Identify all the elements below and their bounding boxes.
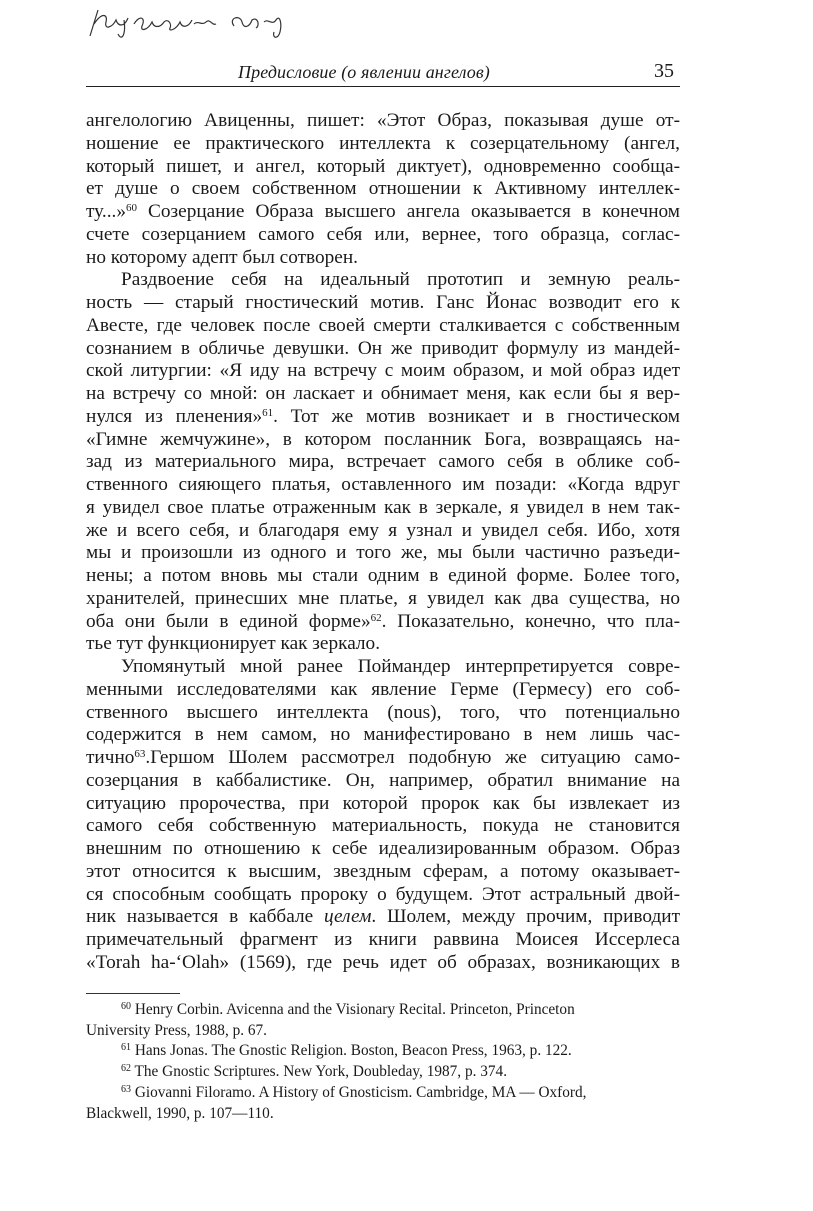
text-line: оба они были в единой форме»$^{62}$. Показательно, конечно, что пла- (86, 610, 680, 632)
text-line: ет душе о своем собственном отношении к Активному интеллек- (86, 178, 680, 200)
text-line: ту...»$^{60}$ Созерцание Образа высшего ангела оказывается в конечном (86, 201, 680, 222)
italic-term: целем (323, 906, 372, 928)
footnote-60: $^{60}$ Henry Corbin. Avicenna and the Visionary Recital. Princeton, Princeton (121, 1001, 575, 1018)
handwritten-note (82, 4, 312, 44)
text-line: ственного сияющего платья, оставленного им позади: «Когда вдруг (86, 474, 680, 495)
text-line: нены; а потом вновь мы стали одним в единой форме. Более того, (86, 565, 680, 586)
footnote-63: $^{63}$ Giovanni Filoramo. A History of Gnosticism. Cambridge, MA — Oxford, (121, 1083, 587, 1101)
text-line: который пишет, и ангел, который диктует), одновременно сообща- (86, 155, 680, 177)
text-line: ситуацию пророчества, при которой пророк как бы извлекает из (86, 792, 680, 814)
text-line: «Torah ha-‘Olah» (1569), где речь идет об образах, возникающих в (86, 951, 680, 973)
footnote-ref-63: 63 (134, 748, 146, 760)
footnote-divider (86, 993, 180, 994)
text-line: Раздвоение себя на идеальный прототип и земную реаль- (121, 269, 680, 291)
footnote-61: $^{61}$ Hans Jonas. The Gnostic Religion. Boston, Beacon Press, 1963, p. 122. (121, 1042, 572, 1060)
text-line: ангелологию Авиценны, пишет: «Этот Образ, показывая душе от- (86, 110, 680, 131)
text-line: хранителей, принесших мне платье, я увидел как два существа, но (86, 587, 680, 609)
text-line: ник называется в каббале целем. Шолем, между прочим, приводит (86, 906, 680, 928)
text-line: этот относится к высшим, звездным сферам, а потому оказывает- (86, 860, 680, 882)
text-line: ственного высшего интеллекта (nous), того, что потенциально (86, 701, 680, 723)
running-header-title: Предисловие (о явлении ангелов) (238, 62, 490, 82)
text-line: счете созерцанием самого себя или, вернее, того образца, соглас- (86, 223, 680, 245)
text-line: внешним по отношению к себе идеализированным образом. Образ (86, 838, 680, 859)
footnote-number: 60 (121, 1001, 131, 1012)
footnote-60-cont: University Press, 1988, p. 67. (86, 1021, 268, 1039)
text-line: самого себя собственную материальность, покуда не становится (86, 815, 680, 837)
text-line: ся способным сообщать пророку о будущем. Этот астральный двой- (86, 883, 680, 905)
footnote-number: 62 (121, 1063, 131, 1075)
running-header (86, 60, 680, 87)
text-line: сознанием в обличье девушки. Он же приводит формулу из мандей- (86, 337, 680, 359)
text-line: зад из материального мира, встречает самого себя в облике соб- (86, 451, 680, 473)
text-line: созерцания в каббалистике. Он, например, обратил внимание на (86, 769, 680, 791)
text-line: Упомянутый мной ранее Поймандер интерпретируется совре- (121, 656, 680, 677)
text-line: на встречу со мной: он ласкает и обнимает меня, как если бы я вер- (86, 383, 680, 404)
footnotes (86, 1000, 680, 1124)
text-line: примечательный фрагмент из книги раввина Моисея Иссерлеса (86, 929, 680, 950)
text-line: мы и произошли из одного и того же, мы были частично разъеди- (86, 542, 680, 564)
text-line: ношение ее практического интеллекта к созерцательному (ангел, (86, 132, 680, 154)
text-line: нулся из пленения»$^{61}$. Тот же мотив возникает и в гностическом (86, 405, 680, 427)
page-number: 35 (654, 60, 674, 82)
footnote-62: $^{62}$ The Gnostic Scriptures. New York, Doubleday, 1987, p. 374. (121, 1063, 508, 1081)
text-line: Авесте, где человек после своей смерти сталкивается с собственным (86, 314, 680, 336)
text-line: тично$^{63}$.Гершом Шолем рассмотрел подобную же ситуацию само- (86, 747, 680, 768)
footnote-63-cont: Blackwell, 1990, p. 107—110. (86, 1104, 274, 1122)
footnote-number: 63 (121, 1083, 131, 1095)
main-text (86, 110, 680, 975)
footnote-ref-61: 61 (262, 406, 274, 419)
text-line: тье тут функционирует как зеркало. (86, 633, 381, 655)
text-line: содержится в нем самом, но манифестировано в нем лишь час- (86, 724, 680, 746)
text-line: «Гимне жемчужине», в котором посланник Бога, возвращаясь на- (86, 428, 680, 450)
text-line: менными исследователями как явление Герме (Гермесу) его соб- (86, 678, 680, 700)
text-line: но которому адепт был сотворен. (86, 246, 358, 268)
text-line: же и всего себя, и благодаря ему я узнал и увидел себя. Ибо, хотя (86, 519, 680, 541)
text-line: ность — старый гностический мотив. Ганс Йонас возводит его к (86, 292, 680, 313)
footnote-number: 61 (121, 1042, 131, 1054)
footnote-ref-62: 62 (370, 611, 382, 624)
footnote-ref-60: 60 (125, 202, 137, 214)
text-line: я увидел свое платье отраженным как в зеркале, я увидел в нем так- (86, 496, 680, 518)
text-line: ской литургии: «Я иду на встречу с моим образом, и мой образ идет (86, 360, 680, 382)
